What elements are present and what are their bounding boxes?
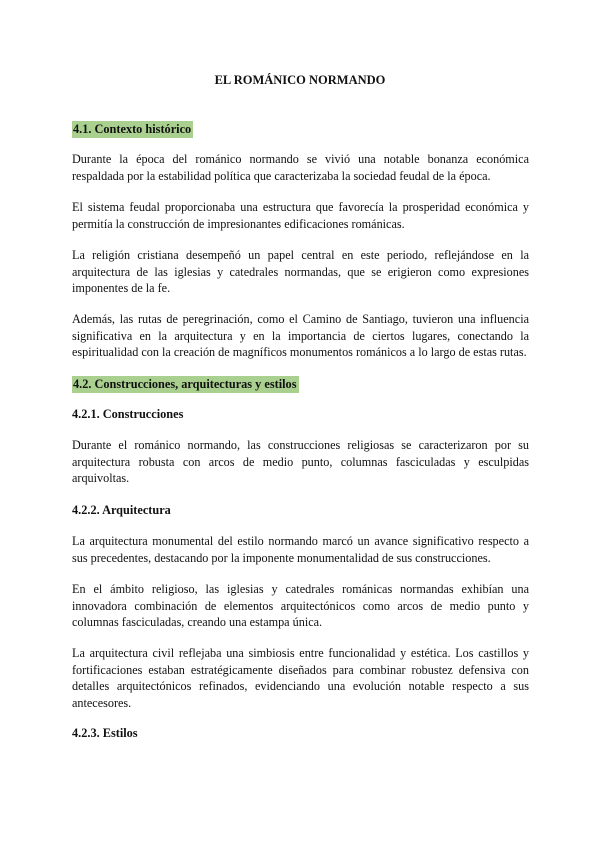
paragraph: La arquitectura monumental del estilo normando marcó un avance significativo respecto a sus precedentes, destacando por la imponente monumentalidad de sus construcciones. xyxy=(72,534,529,565)
paragraph: La religión cristiana desempeñó un papel central en este periodo, reflejándose en la arquitectura de las iglesias y catedrales normandas, que se erigieron como expresiones imponentes de la fe. xyxy=(72,248,529,296)
paragraph: Durante el románico normando, las construcciones religiosas se caracterizaron por su arquitectura robusta con arcos de medio punto, columnas fasciculadas y esculpidas arquivoltas. xyxy=(72,438,529,486)
paragraph: Durante la época del románico normando se vivió una notable bonanza económica respaldada por la estabilidad política que caracterizaba la sociedad feudal de la época. xyxy=(72,152,529,183)
paragraph: El sistema feudal proporcionaba una estructura que favorecía la prosperidad económica y permitía la construcción de impresionantes edificaciones románicas. xyxy=(72,200,529,231)
document-title: EL ROMÁNICO NORMANDO xyxy=(214,73,386,87)
paragraph: Además, las rutas de peregrinación, como el Camino de Santiago, tuvieron una influencia significativa en la arquitectura y en la importancia de ciertos lugares, conectando la espiritualidad con la creación de magníficos monumentos románicos a lo largo de estas rutas. xyxy=(72,312,529,360)
section-heading-4-2: 4.2. Construcciones, arquitecturas y estilos xyxy=(73,377,297,391)
paragraph: En el ámbito religioso, las iglesias y catedrales románicas normandas exhibían una innovadora combinación de elementos arquitectónicos como arcos de medio punto y columnas fasciculadas, creando una estampa única. xyxy=(72,582,529,630)
section-heading-4-1: 4.1. Contexto histórico xyxy=(73,122,192,136)
subsection-heading-4-2-2: 4.2.2. Arquitectura xyxy=(72,503,171,517)
paragraph: La arquitectura civil reflejaba una simbiosis entre funcionalidad y estética. Los castillos y fortificaciones estaban estratégicamente diseñados para combinar robustez defensiva con detalles arquitectónicos refinados, evidenciando una evolución notable respecto a sus antecesores. xyxy=(72,646,529,710)
subsection-heading-4-2-3: 4.2.3. Estilos xyxy=(72,726,138,740)
subsection-heading-4-2-1: 4.2.1. Construcciones xyxy=(72,407,184,421)
